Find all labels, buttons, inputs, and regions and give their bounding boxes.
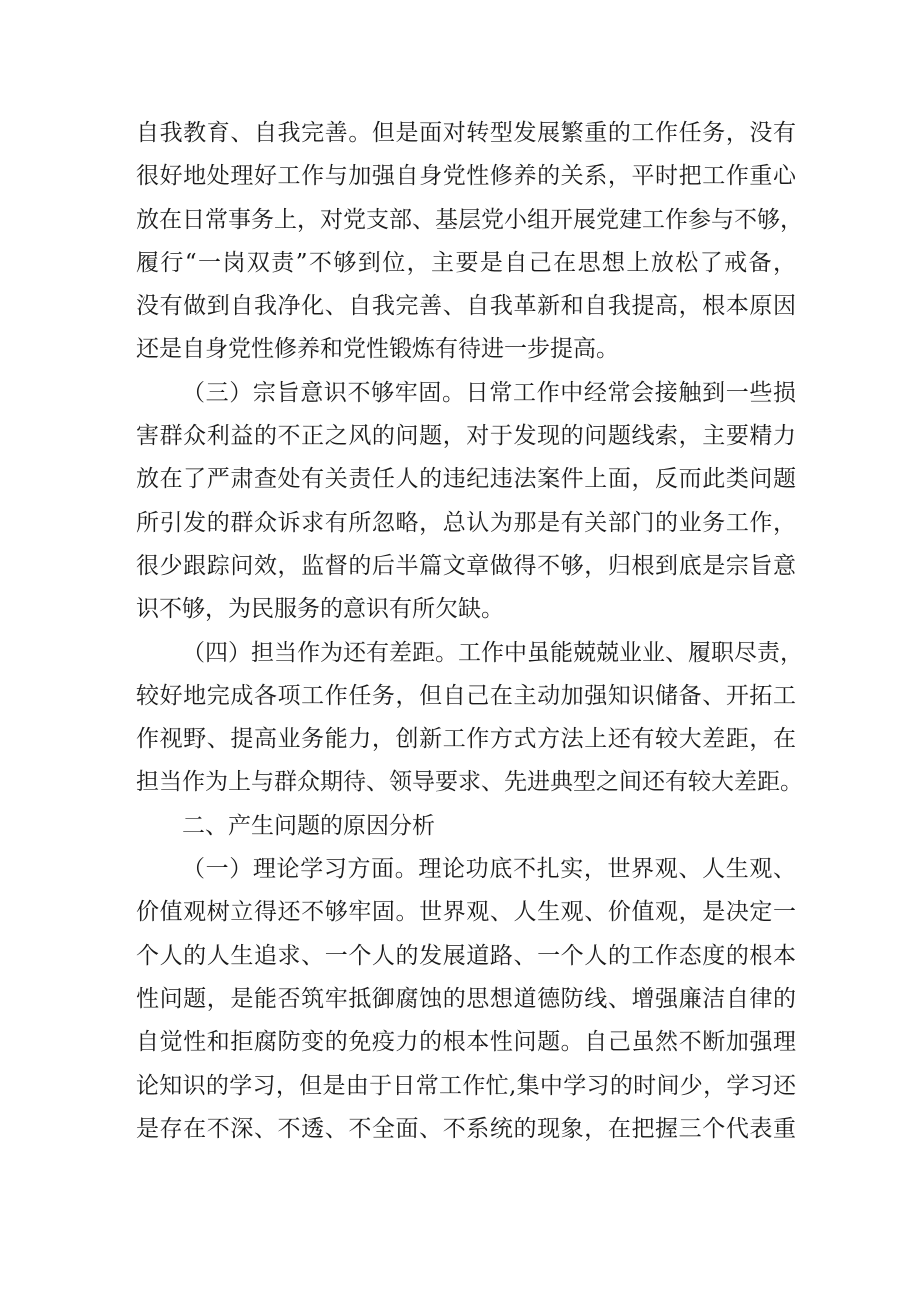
text-line: 所引发的群众诉求有所忽略，总认为那是有关部门的业务工作， <box>136 509 796 536</box>
text-line: 自觉性和拒腐防变的免疫力的根本性问题。自己虽然不断加强理 <box>136 1029 796 1056</box>
text-line: 论知识的学习，但是由于日常工作忙,集中学习的时间少，学习还 <box>136 1072 796 1099</box>
text-line: 价值观树立得还不够牢固。世界观、人生观、价值观，是决定一 <box>136 899 796 926</box>
text-line: 还是自身党性修养和党性锻炼有待进一步提高。 <box>136 336 619 363</box>
text-line: 履行“一岗双责”不够到位，主要是自己在思想上放松了戒备， <box>136 249 796 276</box>
text-line: 识不够，为民服务的意识有所欠缺。 <box>136 596 504 623</box>
text-line: 较好地完成各项工作任务，但自己在主动加强知识储备、开拓工 <box>136 682 796 709</box>
text-line: 担当作为上与群众期待、领导要求、先进典型之间还有较大差距。 <box>136 769 803 796</box>
document-body <box>136 112 803 1151</box>
text-line: 自我教育、自我完善。但是面对转型发展繁重的工作任务，没有 <box>136 120 796 146</box>
text-line: 害群众利益的不正之风的问题，对于发现的问题线索，主要精力 <box>136 423 796 450</box>
text-line: 很少跟踪问效，监督的后半篇文章做得不够，归根到底是宗旨意 <box>136 552 796 579</box>
text-line: 没有做到自我净化、自我完善、自我革新和自我提高，根本原因 <box>136 293 796 320</box>
paragraph-heading: （三）宗旨意识不够牢固。日常工作中经常会接触到一些损 <box>182 379 796 406</box>
section-heading: 二、产生问题的原因分析 <box>182 812 435 839</box>
text-line: 放在了严肃查处有关责任人的违纪违法案件上面，反而此类问题 <box>136 466 796 493</box>
text-line: 个人的人生追求、一个人的发展道路、一个人的工作态度的根本 <box>136 942 796 969</box>
paragraph-heading: （四）担当作为还有差距。工作中虽能兢兢业业、履职尽责， <box>182 639 803 666</box>
text-line: 是存在不深、不透、不全面、不系统的现象，在把握三个代表重 <box>136 1115 796 1142</box>
paragraph-heading: （一）理论学习方面。理论功底不扎实，世界观、人生观、 <box>182 856 796 883</box>
text-line: 作视野、提高业务能力，创新工作方式方法上还有较大差距，在 <box>136 726 796 753</box>
text-line: 很好地处理好工作与加强自身党性修养的关系，平时把工作重心 <box>136 163 796 190</box>
text-line: 性问题，是能否筑牢抵御腐蚀的思想道德防线、增强廉洁自律的 <box>136 985 796 1012</box>
text-line: 放在日常事务上，对党支部、基层党小组开展党建工作参与不够， <box>136 206 803 233</box>
